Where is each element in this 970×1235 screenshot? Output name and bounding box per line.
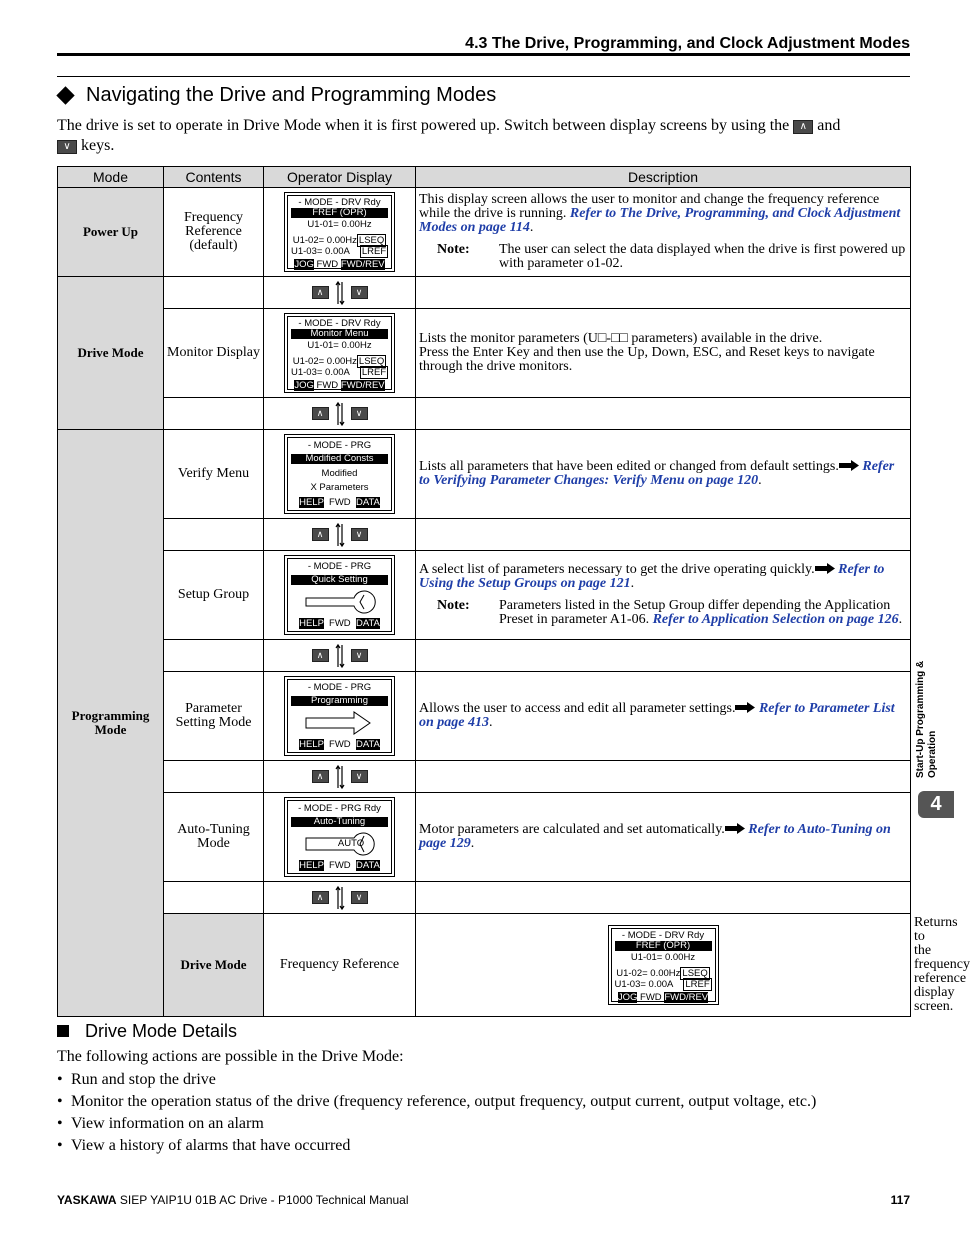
header-rule — [57, 76, 910, 77]
arrow-right-icon — [815, 563, 835, 574]
mode-power-up: Power Up — [58, 188, 164, 277]
description-parameter-setting: Allows the user to access and edit all parameter settings. Refer to Parameter List on page 413. — [416, 672, 911, 761]
up-down-arrow-icon — [335, 402, 345, 426]
ref-link-page-121[interactable]: Refer to Using the Setup Groups on page 121 — [419, 562, 885, 591]
up-key-icon: ∧ — [312, 407, 329, 420]
ref-link-page-126[interactable]: Refer to Application Selection on page 126 — [652, 612, 899, 627]
up-key-icon: ∧ — [312, 649, 329, 662]
operator-display-auto-tuning: - MODE - PRG Rdy Auto-Tuning AUTO HELP FWD DATA — [264, 793, 416, 882]
up-key-icon: ∧ — [312, 286, 329, 299]
down-key-icon: ∨ — [351, 770, 368, 783]
ref-link-page-114[interactable]: Refer to The Drive, Programming, and Clock Adjustment Modes on page 114 — [419, 206, 901, 235]
list-item: • View information on an alarm — [57, 1115, 264, 1132]
contents-auto-tuning: Auto-Tuning Mode — [164, 793, 264, 882]
diamond-bullet-icon — [56, 86, 74, 104]
down-key-icon: ∨ — [351, 891, 368, 904]
mode-programming: Programming Mode — [58, 430, 164, 1017]
arrow-right-icon — [725, 823, 745, 834]
mode-drive-return: Drive Mode — [164, 914, 264, 1017]
up-key-icon: ∧ — [312, 891, 329, 904]
intro-and: and — [817, 117, 841, 134]
arrow-right-icon — [735, 702, 755, 713]
intro-text-a: The drive is set to operate in Drive Mode when it is first powered up. Switch between display screens by using the — [57, 117, 790, 134]
up-arrow-key-icon: ∧ — [793, 120, 813, 134]
down-arrow-key-icon: ∨ — [57, 140, 77, 154]
nav-keys — [264, 398, 416, 430]
col-header-description: Description — [416, 167, 911, 188]
drive-mode-actions-list — [57, 1069, 816, 1157]
navigation-table: Mode Contents Operator Display Description Power Up Frequency Reference (default) - MODE - DRV Rdy FREF (OPR) U1-01= 0.00Hz U1-02= 0.00Hz LSEQ U1-03= 0.00A LREF JOG FWD FWD/REV This display screen allows the user to monitor and change the frequency reference while the drive is running. Refer to The Drive, Programming, and Clock Adjustment Modes on page 114. Note: The user can select the data displayed when the drive is first powered up with parameter o1-02. Drive Mode ∧ ∨ Monitor Display - MODE - DRV Rdy Monitor Menu U1-01= 0.00Hz U1-02= 0.00Hz LSEQ U1-03= 0.00A LREF JOG FWD FWD/REV Lists the monitor parameters (U□-□□ parameters) available in the drive. Press the Enter Key and then use the Up, Down, ESC, and Reset keys to navigate through the drive monitors. ∧ ∨ Programming Mode Verify Menu - MODE - PRG Modified Consts Modified X Parameters HELP FWD DATA Lists all parameters that have been edited or changed from default settings. Refer to Verifying Parameter Changes: Verify Menu on page 120. ∧ ∨ Setup Group - MODE - PRG Quick Setting HELP FWD DATA A select list of parameters necessary to get the drive operating quickly. Refer to Using the Setup Groups on page 121. Note: Parameters listed in the Setup Group differ depending the Application Preset in parameter A1-06. Refer to Application Selection on page 126. ∧ ∨ Parameter Setting Mode - MODE - PRG Programming HELP FWD DATA Allows the user to access and edit all parameter settings. Refer to Parameter List on page 413. ∧ ∨ Auto-Tuning Mode - MODE - PRG Rdy Auto-Tuning AUTO HELP FWD DATA Motor parameters are calculated and set automatically. Refer to Auto-Tuning on page 129. ∧ ∨ Drive Mode Frequency Reference - MODE - DRV Rdy FREF (OPR) U1-01= 0.00Hz U1-02= 0.00Hz LSEQ U1-03= 0.00A LREF JOG FWD FWD/REV Returns to the frequency reference display screen. — [57, 166, 911, 1017]
nav-keys — [264, 882, 416, 914]
arrow-right-icon — [839, 460, 859, 471]
contents-verify-menu: Verify Menu — [164, 430, 264, 519]
description-power-up: This display screen allows the user to monitor and change the frequency reference while the drive is running. Refer to The Drive, Programming, and Clock Adjustment Modes on page 114. Note: The user can select the data displayed when the drive is first powered up with parameter o1-02. — [416, 188, 911, 277]
footer-title: SIEP YAIP1U 01B AC Drive - P1000 Technical Manual — [116, 1193, 409, 1207]
description-auto-tuning: Motor parameters are calculated and set automatically. Refer to Auto-Tuning on page 129. — [416, 793, 911, 882]
up-key-icon: ∧ — [312, 770, 329, 783]
ref-link-page-129[interactable]: Refer to Auto-Tuning on page 129 — [419, 822, 891, 851]
up-down-arrow-icon — [335, 523, 345, 547]
chapter-side-label: Start-Up Programming & Operation — [915, 660, 938, 778]
ref-link-page-413[interactable]: Refer to Parameter List on page 413 — [419, 701, 895, 730]
intro-paragraph — [57, 116, 909, 156]
running-header: 4.3 The Drive, Programming, and Clock Adjustment Modes — [57, 34, 910, 56]
square-bullet-icon — [57, 1025, 69, 1037]
down-key-icon: ∨ — [351, 286, 368, 299]
chapter-tab[interactable]: 4 — [918, 791, 954, 818]
section-title-text: Navigating the Drive and Programming Modes — [86, 84, 497, 106]
mode-drive: Drive Mode — [58, 277, 164, 430]
footer-brand: YASKAWA — [57, 1193, 117, 1207]
nav-keys — [264, 761, 416, 793]
nav-keys — [264, 640, 416, 672]
list-item: • Monitor the operation status of the drive (frequency reference, output frequency, output current, output voltage, etc.) — [57, 1093, 817, 1110]
up-down-arrow-icon — [335, 644, 345, 668]
page-footer — [57, 1193, 910, 1211]
subsection-title — [57, 1020, 237, 1042]
subsection-title-text: Drive Mode Details — [85, 1021, 238, 1041]
intro-text-b: keys. — [81, 137, 115, 154]
operator-display-fref-return: - MODE - DRV Rdy FREF (OPR) U1-01= 0.00Hz U1-02= 0.00Hz LSEQ U1-03= 0.00A LREF JOG FWD FWD/REV — [416, 914, 911, 1017]
col-header-mode: Mode — [58, 167, 164, 188]
description-setup-group: A select list of parameters necessary to get the drive operating quickly. Refer to Using the Setup Groups on page 121. Note: Parameters listed in the Setup Group differ depending the Application Preset in parameter A1-06. Refer to Application Selection on page 126. — [416, 551, 911, 640]
contents-frequency-reference-return: Frequency Reference — [264, 914, 416, 1017]
list-item: • Run and stop the drive — [57, 1071, 216, 1088]
arrow-pencil-icon — [304, 710, 374, 736]
operator-display-fref: - MODE - DRV Rdy FREF (OPR) U1-01= 0.00Hz U1-02= 0.00Hz LSEQ U1-03= 0.00A LREF JOG FWD FWD/REV — [264, 188, 416, 277]
up-key-icon: ∧ — [312, 528, 329, 541]
subsection-intro: The following actions are possible in the Drive Mode: — [57, 1048, 404, 1065]
page-number: 117 — [890, 1193, 910, 1207]
contents-parameter-setting: Parameter Setting Mode — [164, 672, 264, 761]
down-key-icon: ∨ — [351, 528, 368, 541]
operator-display-programming: - MODE - PRG Programming HELP FWD DATA — [264, 672, 416, 761]
description-monitor-display: Lists the monitor parameters (U□-□□ parameters) available in the drive. Press the Enter Key and then use the Up, Down, ESC, and Reset keys to navigate through the drive monitors. — [416, 309, 911, 398]
up-down-arrow-icon — [335, 765, 345, 789]
contents-monitor-display: Monitor Display — [164, 309, 264, 398]
list-item: • View a history of alarms that have occurred — [57, 1137, 351, 1154]
down-key-icon: ∨ — [351, 649, 368, 662]
ref-link-page-120[interactable]: Refer to Verifying Parameter Changes: Verify Menu on page 120 — [419, 459, 895, 488]
wrench-icon — [304, 589, 374, 615]
col-header-operator-display: Operator Display — [264, 167, 416, 188]
up-down-arrow-icon — [335, 281, 345, 305]
col-header-contents: Contents — [164, 167, 264, 188]
contents-frequency-reference: Frequency Reference (default) — [164, 188, 264, 277]
description-verify-menu: Lists all parameters that have been edited or changed from default settings. Refer to Verifying Parameter Changes: Verify Menu on page 120. — [416, 430, 911, 519]
operator-display-setup: - MODE - PRG Quick Setting HELP FWD DATA — [264, 551, 416, 640]
section-title — [57, 82, 496, 108]
contents-setup-group: Setup Group — [164, 551, 264, 640]
nav-keys — [264, 519, 416, 551]
operator-display-verify: - MODE - PRG Modified Consts Modified X Parameters HELP FWD DATA — [264, 430, 416, 519]
nav-keys — [264, 277, 416, 309]
up-down-arrow-icon — [335, 886, 345, 910]
down-key-icon: ∨ — [351, 407, 368, 420]
operator-display-monitor: - MODE - DRV Rdy Monitor Menu U1-01= 0.00Hz U1-02= 0.00Hz LSEQ U1-03= 0.00A LREF JOG FWD FWD/REV — [264, 309, 416, 398]
